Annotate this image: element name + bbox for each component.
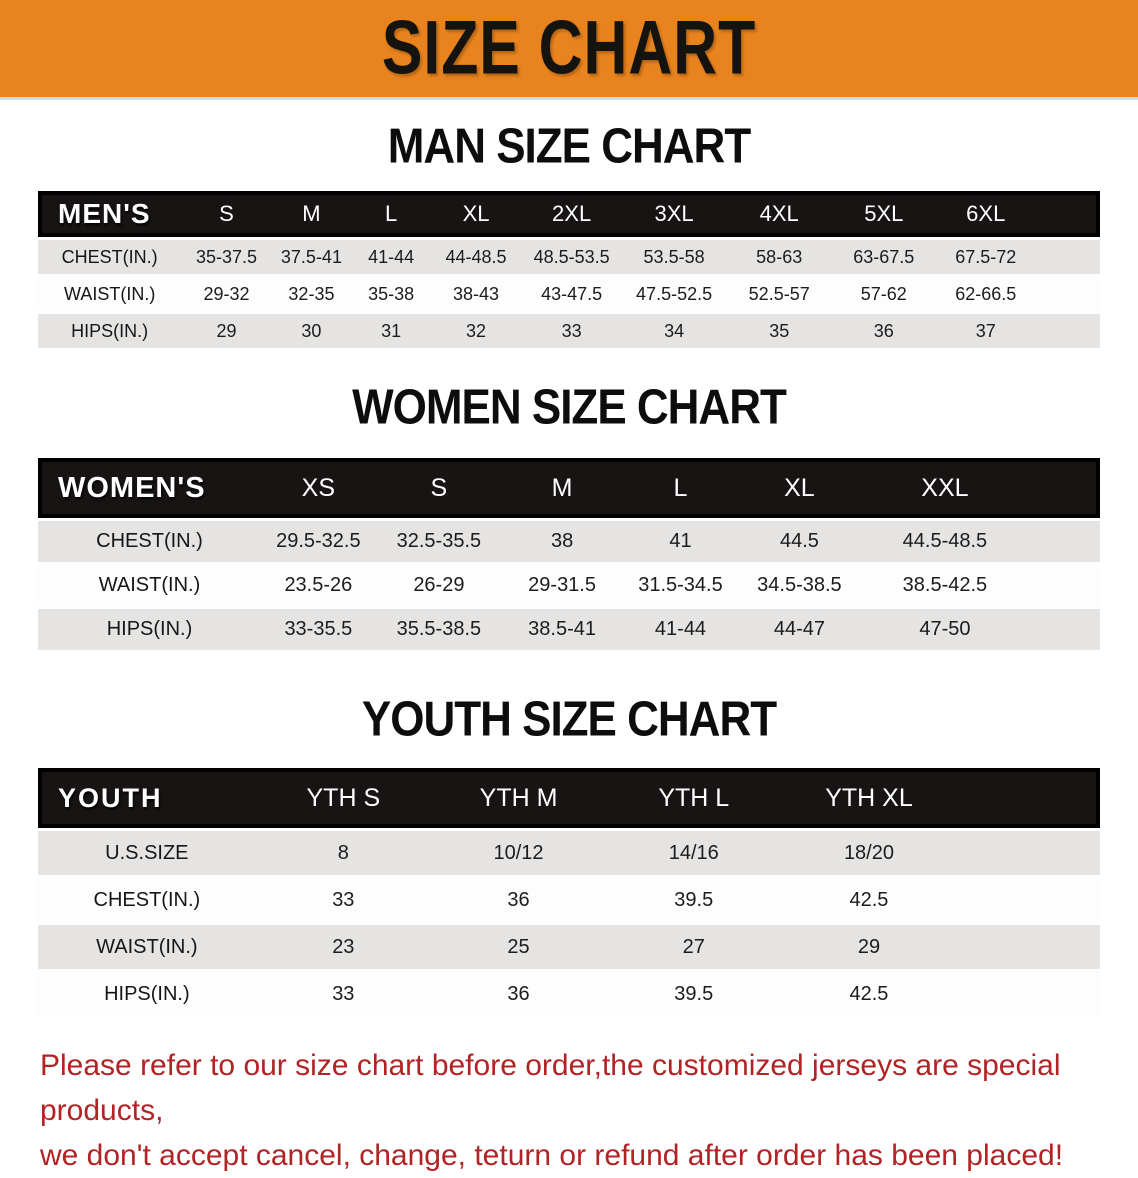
size-column-header: L xyxy=(622,458,739,518)
row-label: U.S.SIZE xyxy=(38,831,256,875)
size-value: 39.5 xyxy=(606,972,781,1016)
men-size-table-wrap xyxy=(0,188,1138,351)
size-value: 27 xyxy=(606,925,781,969)
size-value: 23 xyxy=(256,925,431,969)
size-value: 8 xyxy=(256,831,431,875)
size-value: 36 xyxy=(832,314,935,348)
size-value: 32.5-35.5 xyxy=(376,521,502,562)
size-column-header: YTH M xyxy=(431,768,606,828)
disclaimer-line-2: we don't accept cancel, change, teturn or refund after order has been placed! xyxy=(40,1139,1064,1172)
size-value: 29-32 xyxy=(181,277,271,311)
size-value: 38-43 xyxy=(431,277,521,311)
row-spacer-cell xyxy=(1030,521,1100,562)
size-value: 36 xyxy=(431,972,606,1016)
row-spacer-cell xyxy=(1030,565,1100,606)
table-row xyxy=(38,831,1100,875)
row-label: WAIST(IN.) xyxy=(38,565,261,606)
size-value: 18/20 xyxy=(781,831,956,875)
size-value: 36 xyxy=(431,878,606,922)
size-value: 44-47 xyxy=(739,609,860,650)
table-row xyxy=(38,277,1100,311)
row-spacer-cell xyxy=(1030,609,1100,650)
size-value: 10/12 xyxy=(431,831,606,875)
row-label: CHEST(IN.) xyxy=(38,240,181,274)
size-value: 52.5-57 xyxy=(726,277,832,311)
table-row xyxy=(38,521,1100,562)
size-value: 57-62 xyxy=(832,277,935,311)
women-size-table xyxy=(38,455,1100,653)
size-column-header: 3XL xyxy=(622,191,726,237)
women-section-heading-text: WOMEN SIZE CHART xyxy=(352,380,786,435)
men-size-table xyxy=(38,188,1100,351)
size-column-header: M xyxy=(272,191,352,237)
size-column-header: YTH XL xyxy=(781,768,956,828)
size-column-header: L xyxy=(351,191,431,237)
table-row xyxy=(38,565,1100,606)
size-value: 44.5 xyxy=(739,521,860,562)
row-spacer-cell xyxy=(957,878,1100,922)
size-value: 31.5-34.5 xyxy=(622,565,739,606)
size-value: 44.5-48.5 xyxy=(860,521,1030,562)
size-column-header: XS xyxy=(261,458,376,518)
women-size-table-wrap xyxy=(0,455,1138,653)
size-value: 35 xyxy=(726,314,832,348)
table-row xyxy=(38,609,1100,650)
table-row xyxy=(38,314,1100,348)
size-column-header: 5XL xyxy=(832,191,935,237)
size-value: 38.5-41 xyxy=(502,609,622,650)
size-value: 29-31.5 xyxy=(502,565,622,606)
size-value: 29 xyxy=(781,925,956,969)
table-row xyxy=(38,972,1100,1016)
table-row xyxy=(38,240,1100,274)
men-section-heading-text: MAN SIZE CHART xyxy=(387,119,751,174)
youth-section-heading xyxy=(0,692,1138,747)
size-value: 32 xyxy=(431,314,521,348)
size-value: 33-35.5 xyxy=(261,609,376,650)
table-row xyxy=(38,878,1100,922)
row-label: WAIST(IN.) xyxy=(38,925,256,969)
size-column-header: XL xyxy=(431,191,521,237)
size-value: 32-35 xyxy=(272,277,352,311)
row-label: CHEST(IN.) xyxy=(38,878,256,922)
size-column-header: M xyxy=(502,458,622,518)
size-value: 34 xyxy=(622,314,726,348)
table-corner-label: WOMEN'S xyxy=(38,458,261,518)
table-corner-label: MEN'S xyxy=(38,191,181,237)
row-label: HIPS(IN.) xyxy=(38,972,256,1016)
size-value: 41-44 xyxy=(351,240,431,274)
size-value: 34.5-38.5 xyxy=(739,565,860,606)
size-column-header: 2XL xyxy=(521,191,622,237)
size-value: 35-37.5 xyxy=(181,240,271,274)
row-spacer-cell xyxy=(1036,240,1100,274)
banner-title: SIZE CHART xyxy=(381,6,757,91)
size-value: 35.5-38.5 xyxy=(376,609,502,650)
size-column-header: S xyxy=(181,191,271,237)
size-value: 25 xyxy=(431,925,606,969)
size-value: 47-50 xyxy=(860,609,1030,650)
row-spacer-cell xyxy=(1036,277,1100,311)
size-column-header: S xyxy=(376,458,502,518)
size-value: 37.5-41 xyxy=(272,240,352,274)
disclaimer-line-1: Please refer to our size chart before order,the customized jerseys are special products, xyxy=(40,1049,1061,1127)
size-value: 33 xyxy=(521,314,622,348)
size-value: 44-48.5 xyxy=(431,240,521,274)
size-value: 42.5 xyxy=(781,878,956,922)
size-value: 41 xyxy=(622,521,739,562)
size-value: 29 xyxy=(181,314,271,348)
size-value: 33 xyxy=(256,878,431,922)
size-chart-banner xyxy=(0,0,1138,100)
youth-section-heading-text: YOUTH SIZE CHART xyxy=(361,692,777,747)
size-value: 67.5-72 xyxy=(935,240,1036,274)
row-label: HIPS(IN.) xyxy=(38,609,261,650)
size-value: 33 xyxy=(256,972,431,1016)
size-value: 26-29 xyxy=(376,565,502,606)
size-value: 30 xyxy=(272,314,352,348)
size-value: 53.5-58 xyxy=(622,240,726,274)
size-column-header: XXL xyxy=(860,458,1030,518)
row-spacer-cell xyxy=(1036,314,1100,348)
size-column-header: YTH L xyxy=(606,768,781,828)
size-value: 48.5-53.5 xyxy=(521,240,622,274)
table-corner-label: YOUTH xyxy=(38,768,256,828)
size-value: 42.5 xyxy=(781,972,956,1016)
size-value: 35-38 xyxy=(351,277,431,311)
size-column-header: XL xyxy=(739,458,860,518)
row-label: HIPS(IN.) xyxy=(38,314,181,348)
size-value: 62-66.5 xyxy=(935,277,1036,311)
size-column-header: YTH S xyxy=(256,768,431,828)
size-column-header: 6XL xyxy=(935,191,1036,237)
size-value: 38 xyxy=(502,521,622,562)
disclaimer-text xyxy=(0,1043,1138,1178)
row-spacer-cell xyxy=(957,831,1100,875)
men-section-heading xyxy=(0,119,1138,174)
row-spacer-cell xyxy=(957,925,1100,969)
row-spacer-cell xyxy=(957,972,1100,1016)
size-value: 38.5-42.5 xyxy=(860,565,1030,606)
size-value: 43-47.5 xyxy=(521,277,622,311)
row-label: CHEST(IN.) xyxy=(38,521,261,562)
row-label: WAIST(IN.) xyxy=(38,277,181,311)
youth-size-table xyxy=(38,765,1100,1019)
size-value: 39.5 xyxy=(606,878,781,922)
size-value: 37 xyxy=(935,314,1036,348)
size-column-header: 4XL xyxy=(726,191,832,237)
size-value: 47.5-52.5 xyxy=(622,277,726,311)
size-value: 41-44 xyxy=(622,609,739,650)
table-row xyxy=(38,925,1100,969)
size-value: 14/16 xyxy=(606,831,781,875)
header-spacer-cell xyxy=(957,768,1100,828)
header-spacer-cell xyxy=(1036,191,1100,237)
women-section-heading xyxy=(0,380,1138,435)
size-value: 29.5-32.5 xyxy=(261,521,376,562)
size-value: 58-63 xyxy=(726,240,832,274)
header-spacer-cell xyxy=(1030,458,1100,518)
size-value: 23.5-26 xyxy=(261,565,376,606)
size-value: 31 xyxy=(351,314,431,348)
size-value: 63-67.5 xyxy=(832,240,935,274)
youth-size-table-wrap xyxy=(0,765,1138,1019)
